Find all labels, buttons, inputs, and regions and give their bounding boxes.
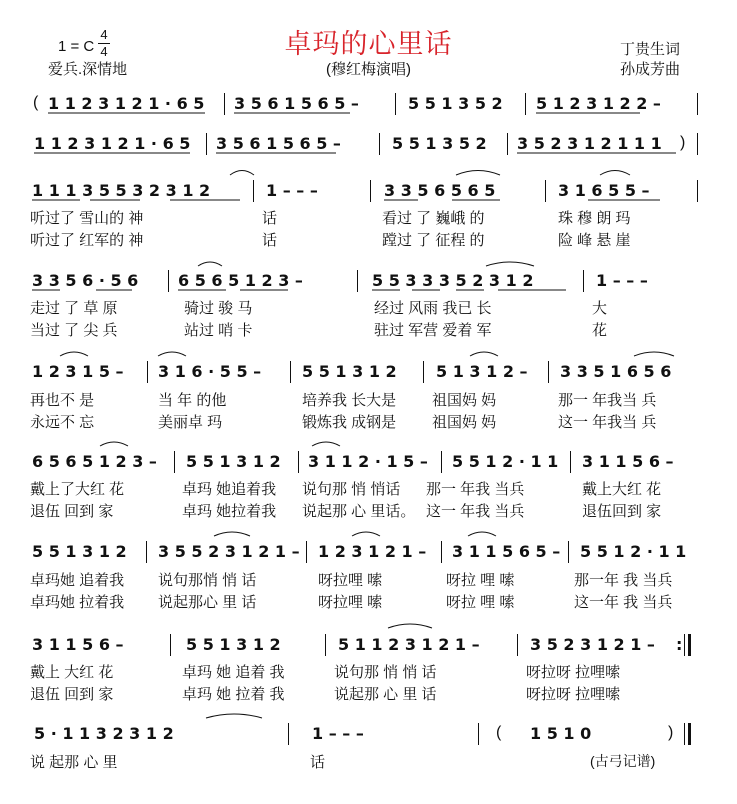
time-signature-top: 4 xyxy=(100,27,108,42)
lyrics-r7-v1-c: 呀拉哩 嗦 xyxy=(318,572,383,589)
lyrics-r4-v1-b: 骑过 骏 马 xyxy=(184,300,253,317)
lyrics-r7-v2-a: 卓玛她 拉着我 xyxy=(30,594,125,611)
notes-r5-m1: 1 2 3 1 5 – xyxy=(32,362,124,381)
lyrics-r7-v2-c: 呀拉哩 嗦 xyxy=(318,594,383,611)
lyrics-r5-v1-d: 祖国妈 妈 xyxy=(432,392,497,409)
prelude-open-paren: ( xyxy=(33,94,39,111)
lyrics-r3-v1-c: 看过 了 巍峨 的 xyxy=(382,210,485,227)
notes-r7-m1: 5 5 1 3 1 2 xyxy=(32,542,127,561)
lyrics-r5-v2-b: 美丽卓 玛 xyxy=(158,414,223,431)
notes-r5-m4: 5 1 3 1 2 – xyxy=(436,362,528,381)
lyrics-r4-v1-a: 走过 了 草 原 xyxy=(30,300,118,317)
notes-r4-m1: 3 3 5 6 · 5 6 xyxy=(32,271,139,290)
lyrics-r4-v2-b: 站过 哨 卡 xyxy=(184,322,253,339)
lyrics-r5-v1-e: 那一 年我当 兵 xyxy=(558,392,657,409)
lyrics-r6-v1-e: 戴上大红 花 xyxy=(582,481,662,498)
notes-r6-m3: 3 1 1 2 · 1 5 – xyxy=(308,452,428,471)
notes-r8-m4: 3 5 2 3 1 2 1 – xyxy=(530,635,655,654)
tempo-expression: 爱兵.深情地 xyxy=(48,61,128,78)
notes-r9-m3: 1 5 1 0 xyxy=(530,724,592,743)
lyrics-r3-v2-c: 蹚过 了 征程 的 xyxy=(382,232,485,249)
coda-open-paren: ( xyxy=(496,724,502,741)
notes-r5-m5: 3 3 5 1 6 5 6 xyxy=(560,362,672,381)
lyrics-r5-v1-b: 当 年 的他 xyxy=(158,392,227,409)
notes-r8-m3: 5 1 1 2 3 1 2 1 – xyxy=(338,635,480,654)
notes-r1-m1: 1 1 2 3 1 2 1 · 6 5 xyxy=(48,94,205,113)
lyrics-r3-v1-b: 话 xyxy=(262,210,278,227)
lyrics-r4-v2-c: 驻过 军营 爱着 军 xyxy=(374,322,492,339)
notes-r5-m2: 3 1 6 · 5 5 – xyxy=(158,362,262,381)
notes-r6-m4: 5 5 1 2 · 1 1 xyxy=(452,452,559,471)
lyrics-r7-v1-b: 说句那悄 悄 话 xyxy=(158,572,257,589)
notes-r3-m4: 3 1 6 5 5 – xyxy=(558,181,650,200)
notes-r4-m4: 1 – – – xyxy=(596,271,648,290)
notes-r7-m3: 1 2 3 1 2 1 – xyxy=(318,542,427,561)
notes-r7-m5: 5 5 1 2 · 1 1 xyxy=(580,542,687,561)
key-signature: 1 = C xyxy=(58,38,95,55)
lyrics-r6-v2-b: 卓玛 她拉着我 xyxy=(182,503,277,520)
notes-r6-m1: 6 5 6 5 1 2 3 – xyxy=(32,452,157,471)
lyrics-r8-v2-a: 退伍 回到 家 xyxy=(30,686,114,703)
lyrics-r7-v1-e: 那一年 我 当兵 xyxy=(574,572,673,589)
notes-r6-m2: 5 5 1 3 1 2 xyxy=(186,452,281,471)
lyrics-r3-v1-a: 听过了 雪山的 神 xyxy=(30,210,144,227)
notes-r1-m2: 3 5 6 1 5 6 5 – xyxy=(234,94,359,113)
lyrics-r5-v1-c: 培养我 长大是 xyxy=(302,392,397,409)
lyrics-r4-v1-c: 经过 风雨 我已 长 xyxy=(374,300,492,317)
lyrics-r6-v2-d: 这一 年我 当兵 xyxy=(426,503,525,520)
notes-r2-m1: 1 1 2 3 1 2 1 · 6 5 xyxy=(34,134,191,153)
lyrics-r5-v2-d: 祖国妈 妈 xyxy=(432,414,497,431)
notes-r3-m3: 3 3 5 6 5 6 5 xyxy=(384,181,496,200)
coda-close-paren: ) xyxy=(668,724,674,741)
notes-r2-m4: 3 5 2 3 1 2 1 1 1 xyxy=(517,134,662,153)
notes-r2-m3: 5 5 1 3 5 2 xyxy=(392,134,487,153)
notes-r2-m2: 3 5 6 1 5 6 5 – xyxy=(216,134,341,153)
lyrics-r9-a: 说 起那 心 里 xyxy=(30,754,118,771)
lyrics-r3-v2-b: 话 xyxy=(262,232,278,249)
lyrics-r5-v2-e: 这一 年我当 兵 xyxy=(558,414,657,431)
notes-r7-m4: 3 1 1 5 6 5 – xyxy=(452,542,561,561)
notes-r1-m4: 5 1 2 3 1 2 2 – xyxy=(536,94,661,113)
lyrics-r6-v1-d: 那一 年我 当兵 xyxy=(426,481,525,498)
song-title: 卓玛的心里话 xyxy=(284,29,453,60)
transcriber-credit: (古弓记谱) xyxy=(590,753,656,769)
notes-r3-m2: 1 – – – xyxy=(266,181,318,200)
lyrics-r6-v1-c: 说句那 悄 悄话 xyxy=(302,481,401,498)
lyrics-r3-v2-a: 听过了 红军的 神 xyxy=(30,232,144,249)
lyrics-r3-v2-d: 险 峰 悬 崖 xyxy=(558,232,631,249)
lyrics-r3-v1-d: 珠 穆 朗 玛 xyxy=(558,210,631,227)
notes-r3-m1: 1 1 1 3 5 5 3 2 3 1 2 xyxy=(32,181,211,200)
lyrics-r6-v2-e: 退伍回到 家 xyxy=(582,503,662,520)
lyrics-r8-v1-d: 呀拉呀 拉哩嗦 xyxy=(526,664,621,681)
lyrics-r8-v1-c: 说句那 悄 悄 话 xyxy=(334,664,437,681)
composer-credit: 孙成芳曲 xyxy=(620,61,681,78)
lyrics-r8-v2-c: 说起那 心 里 话 xyxy=(334,686,437,703)
lyrics-r8-v2-b: 卓玛 她 拉着 我 xyxy=(182,686,285,703)
lyrics-r7-v2-b: 说起那心 里 话 xyxy=(158,594,257,611)
lyricist-credit: 丁贵生词 xyxy=(620,41,681,58)
notes-r6-m5: 3 1 1 5 6 – xyxy=(582,452,674,471)
time-signature-bottom: 4 xyxy=(100,44,108,59)
notes-r8-m2: 5 5 1 3 1 2 xyxy=(186,635,281,654)
lyrics-r7-v1-d: 呀拉 哩 嗦 xyxy=(446,572,515,589)
notes-r9-m1: 5 · 1 1 3 2 3 1 2 xyxy=(34,724,174,743)
lyrics-r8-v1-b: 卓玛 她 追着 我 xyxy=(182,664,285,681)
lyrics-r7-v2-d: 呀拉 哩 嗦 xyxy=(446,594,515,611)
notes-r7-m2: 3 5 5 2 3 1 2 1 – xyxy=(158,542,300,561)
lyrics-r5-v2-c: 锻炼我 成钢是 xyxy=(302,414,397,431)
lyrics-r6-v1-b: 卓玛 她追着我 xyxy=(182,481,277,498)
notes-r4-m3: 5 5 3 3 3 5 2 3 1 2 xyxy=(372,271,534,290)
notes-r5-m3: 5 5 1 3 1 2 xyxy=(302,362,397,381)
singer-credit: (穆红梅演唱) xyxy=(326,61,411,78)
lyrics-r4-v2-a: 当过 了 尖 兵 xyxy=(30,322,118,339)
lyrics-r5-v1-a: 再也不 是 xyxy=(30,392,95,409)
repeat-sign: : xyxy=(676,635,683,654)
lyrics-r7-v1-a: 卓玛她 追着我 xyxy=(30,572,125,589)
notes-r8-m1: 3 1 1 5 6 – xyxy=(32,635,124,654)
lyrics-r6-v2-a: 退伍 回到 家 xyxy=(30,503,114,520)
lyrics-r8-v1-a: 戴上 大红 花 xyxy=(30,664,114,681)
lyrics-r4-v1-d: 大 xyxy=(592,300,608,317)
lyrics-r6-v1-a: 戴上了大红 花 xyxy=(30,481,125,498)
lyrics-r9-b: 话 xyxy=(310,754,326,771)
notes-r4-m2: 6 5 6 5 1 2 3 – xyxy=(178,271,303,290)
lyrics-r4-v2-d: 花 xyxy=(592,322,608,339)
lyrics-r7-v2-e: 这一年 我 当兵 xyxy=(574,594,673,611)
prelude-close-paren: ) xyxy=(680,134,686,151)
notes-r9-m2: 1 – – – xyxy=(312,724,364,743)
lyrics-r5-v2-a: 永远不 忘 xyxy=(30,414,95,431)
notes-r1-m3: 5 5 1 3 5 2 xyxy=(408,94,503,113)
lyrics-r8-v2-d: 呀拉呀 拉哩嗦 xyxy=(526,686,621,703)
lyrics-r6-v2-c: 说起那 心 里话。 xyxy=(302,503,416,520)
